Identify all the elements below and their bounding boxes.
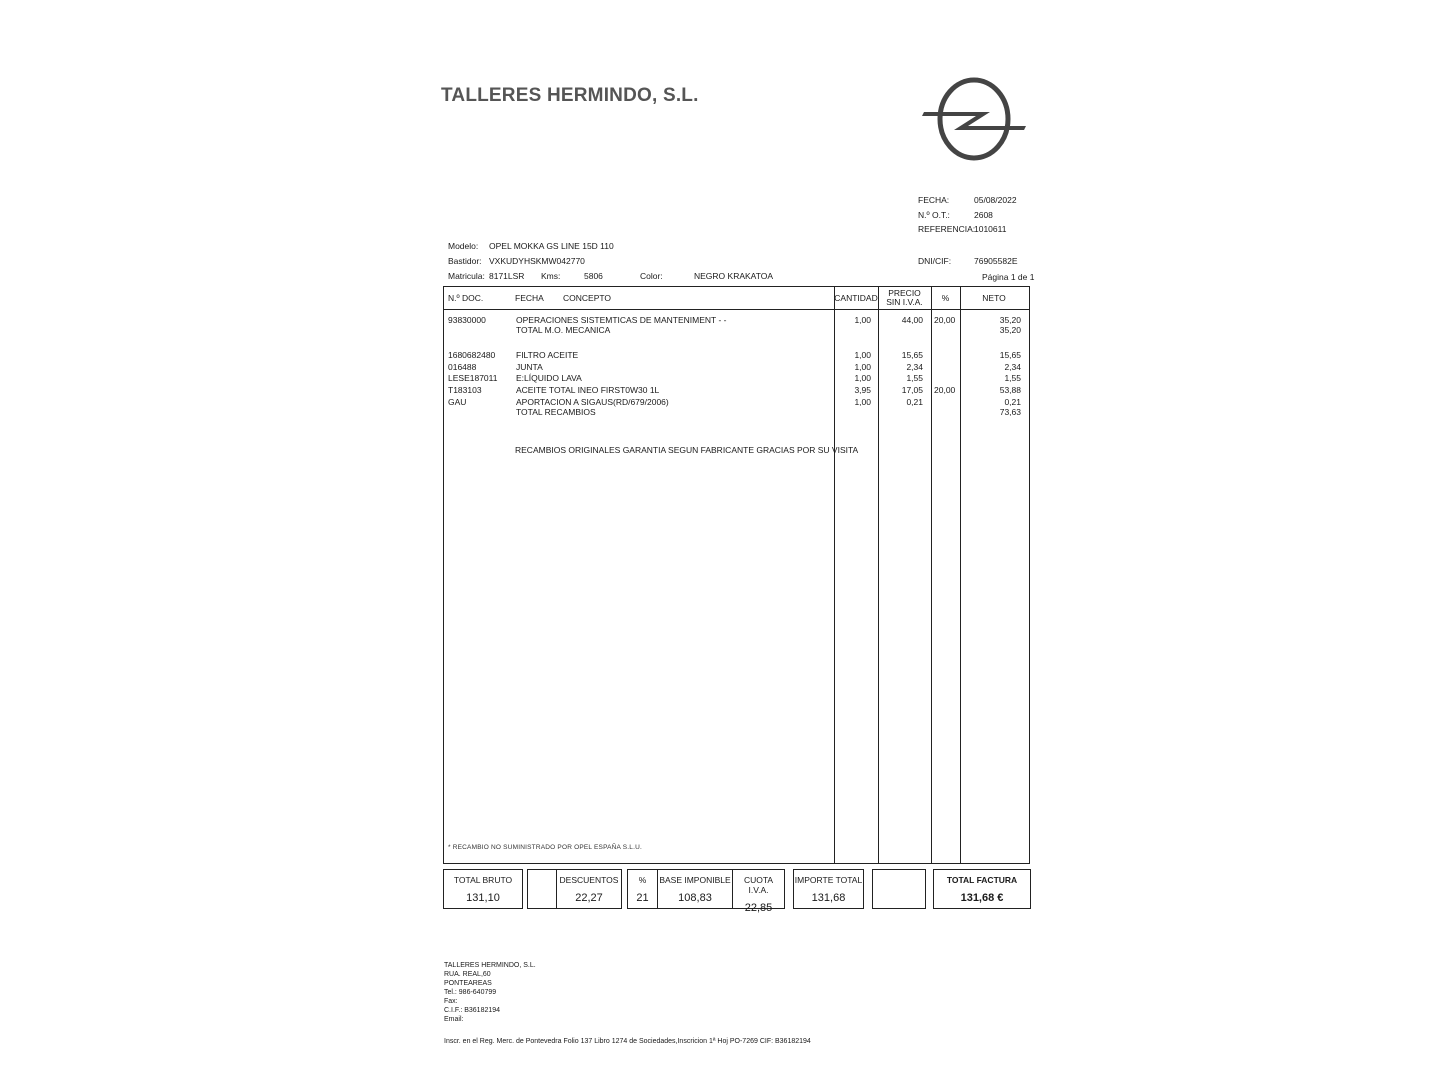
row-cantidad: 3,95 [854,385,871,395]
row-concepto: OPERACIONES SISTEMTICAS DE MANTENIMENT - - [516,315,727,325]
footer-phone: Tel.: 986-640799 [444,989,497,996]
row-cantidad: 1,00 [854,362,871,372]
row-doc: T183103 [448,385,482,395]
company-address [444,961,536,1024]
table-row [444,385,1029,397]
cuota-iva-label: CUOTA I.V.A. [743,875,774,895]
row-concepto: TOTAL RECAMBIOS [516,407,596,417]
modelo-label: Modelo: [448,241,479,251]
row-cantidad: 1,00 [854,350,871,360]
footer-cif: C.I.F.: B36182194 [444,1007,501,1014]
header-doc: N.º DOC. [448,293,484,303]
row-doc: GAU [448,397,467,407]
empty-box [872,869,926,909]
row-precio: 15,65 [901,350,923,360]
importe-total-value: 131,68 [811,892,846,904]
row-doc: 1680682480 [448,350,496,360]
row-concepto: E:LÍQUIDO LAVA [516,373,582,383]
matricula-value: 8171LSR [489,271,525,281]
base-imponible-label: BASE IMPONIBLE [659,875,731,885]
total-bruto-box [443,869,523,909]
header-fecha: FECHA [515,293,544,303]
header-precio-line1: PRECIO [888,288,921,298]
fecha-value: 05/08/2022 [974,195,1017,205]
fecha-label: FECHA: [918,195,950,205]
table-row [444,362,1029,374]
row-neto: 2,34 [1004,362,1021,372]
header-precio [878,289,931,307]
row-neto: 35,20 [999,325,1021,335]
descuentos-value: 22,27 [575,892,603,904]
row-doc: 016488 [448,362,477,372]
pct-value: 21 [636,892,649,904]
warranty-note: RECAMBIOS ORIGINALES GARANTIA SEGUN FABRICANTE GRACIAS POR SU VISITA [515,445,859,455]
ot-label: N.º O.T.: [918,210,950,220]
row-concepto: TOTAL M.O. MECANICA [516,325,611,335]
dni-value: 76905582E [974,256,1018,266]
row-neto: 53,88 [999,385,1021,395]
referencia-label: REFERENCIA: [918,224,976,234]
row-neto: 35,20 [999,315,1021,325]
importe-total-label: IMPORTE TOTAL [794,875,863,885]
row-pct: 20,00 [934,315,956,325]
row-precio: 2,34 [906,362,923,372]
dni-label: DNI/CIF: [918,256,952,266]
cuota-iva-value: 22,85 [744,902,773,914]
header-concepto: CONCEPTO [563,293,612,303]
bastidor-value: VXKUDYHSKMW042770 [489,256,585,266]
footer-city: PONTEAREAS [444,980,492,987]
row-precio: 44,00 [901,315,923,325]
total-factura-box [933,869,1031,909]
kms-label: Kms: [541,271,561,281]
descuentos-label: DESCUENTOS [559,875,619,885]
row-concepto: ACEITE TOTAL INEO FIRST0W30 1L [516,385,660,395]
header-cantidad: CANTIDAD [834,293,878,303]
table-row [444,350,1029,362]
footer-email: Email: [444,1016,464,1023]
opel-logo-icon [920,74,1028,164]
header-neto: NETO [982,293,1006,303]
total-factura-label: TOTAL FACTURA [946,875,1018,885]
importe-total-box [793,869,864,909]
row-concepto: FILTRO ACEITE [516,350,579,360]
color-label: Color: [640,271,663,281]
footer-company: TALLERES HERMINDO, S.L. [444,962,536,969]
row-cantidad: 1,00 [854,315,871,325]
company-name: TALLERES HERMINDO, S.L. [441,85,699,106]
row-cantidad: 1,00 [854,397,871,407]
row-cantidad: 1,00 [854,373,871,383]
row-neto: 0,21 [1004,397,1021,407]
items-table [443,286,1030,864]
header-pct: % [941,293,950,303]
iva-box [627,869,785,914]
row-concepto: JUNTA [516,362,543,372]
table-row [444,325,1029,337]
descuentos-box [527,869,622,909]
base-imponible-value: 108,83 [678,892,712,904]
pct-label: % [638,875,647,885]
referencia-value: 1010611 [974,224,1007,234]
table-row [444,373,1029,385]
total-factura-value: 131,68 € [960,892,1004,904]
kms-value: 5806 [584,271,603,281]
registry-info: Inscr. en el Reg. Merc. de Pontevedra Folio 137 Libro 1274 de Sociedades,Inscricion 1ª Hoj PO-7269 CIF: B36182194 [444,1038,811,1045]
row-doc: LESE187011 [448,373,498,383]
row-precio: 1,55 [906,373,923,383]
table-header [444,287,1029,310]
page-indicator: Página 1 de 1 [982,272,1035,282]
row-doc: 93830000 [448,315,486,325]
footnote: * RECAMBIO NO SUMINISTRADO POR OPEL ESPAÑA S.L.U. [448,844,643,851]
row-neto: 73,63 [999,407,1021,417]
row-concepto: APORTACION A SIGAUS(RD/679/2006) [516,397,669,407]
row-precio: 0,21 [906,397,923,407]
footer-fax: Fax: [444,998,458,1005]
footer-street: RUA. REAL,60 [444,971,491,978]
total-bruto-label: TOTAL BRUTO [453,875,513,885]
modelo-value: OPEL MOKKA GS LINE 15D 110 [489,241,614,251]
color-value: NEGRO KRAKATOA [694,271,774,281]
matricula-label: Matricula: [448,271,485,281]
total-bruto-value: 131,10 [466,892,500,904]
row-pct: 20,00 [934,385,956,395]
row-precio: 17,05 [901,385,923,395]
row-neto: 15,65 [999,350,1021,360]
bastidor-label: Bastidor: [448,256,482,266]
empty-cell [528,870,557,908]
header-precio-line2: SIN I.V.A. [886,297,923,307]
table-row [444,407,1029,419]
ot-value: 2608 [974,210,993,220]
row-neto: 1,55 [1004,373,1021,383]
